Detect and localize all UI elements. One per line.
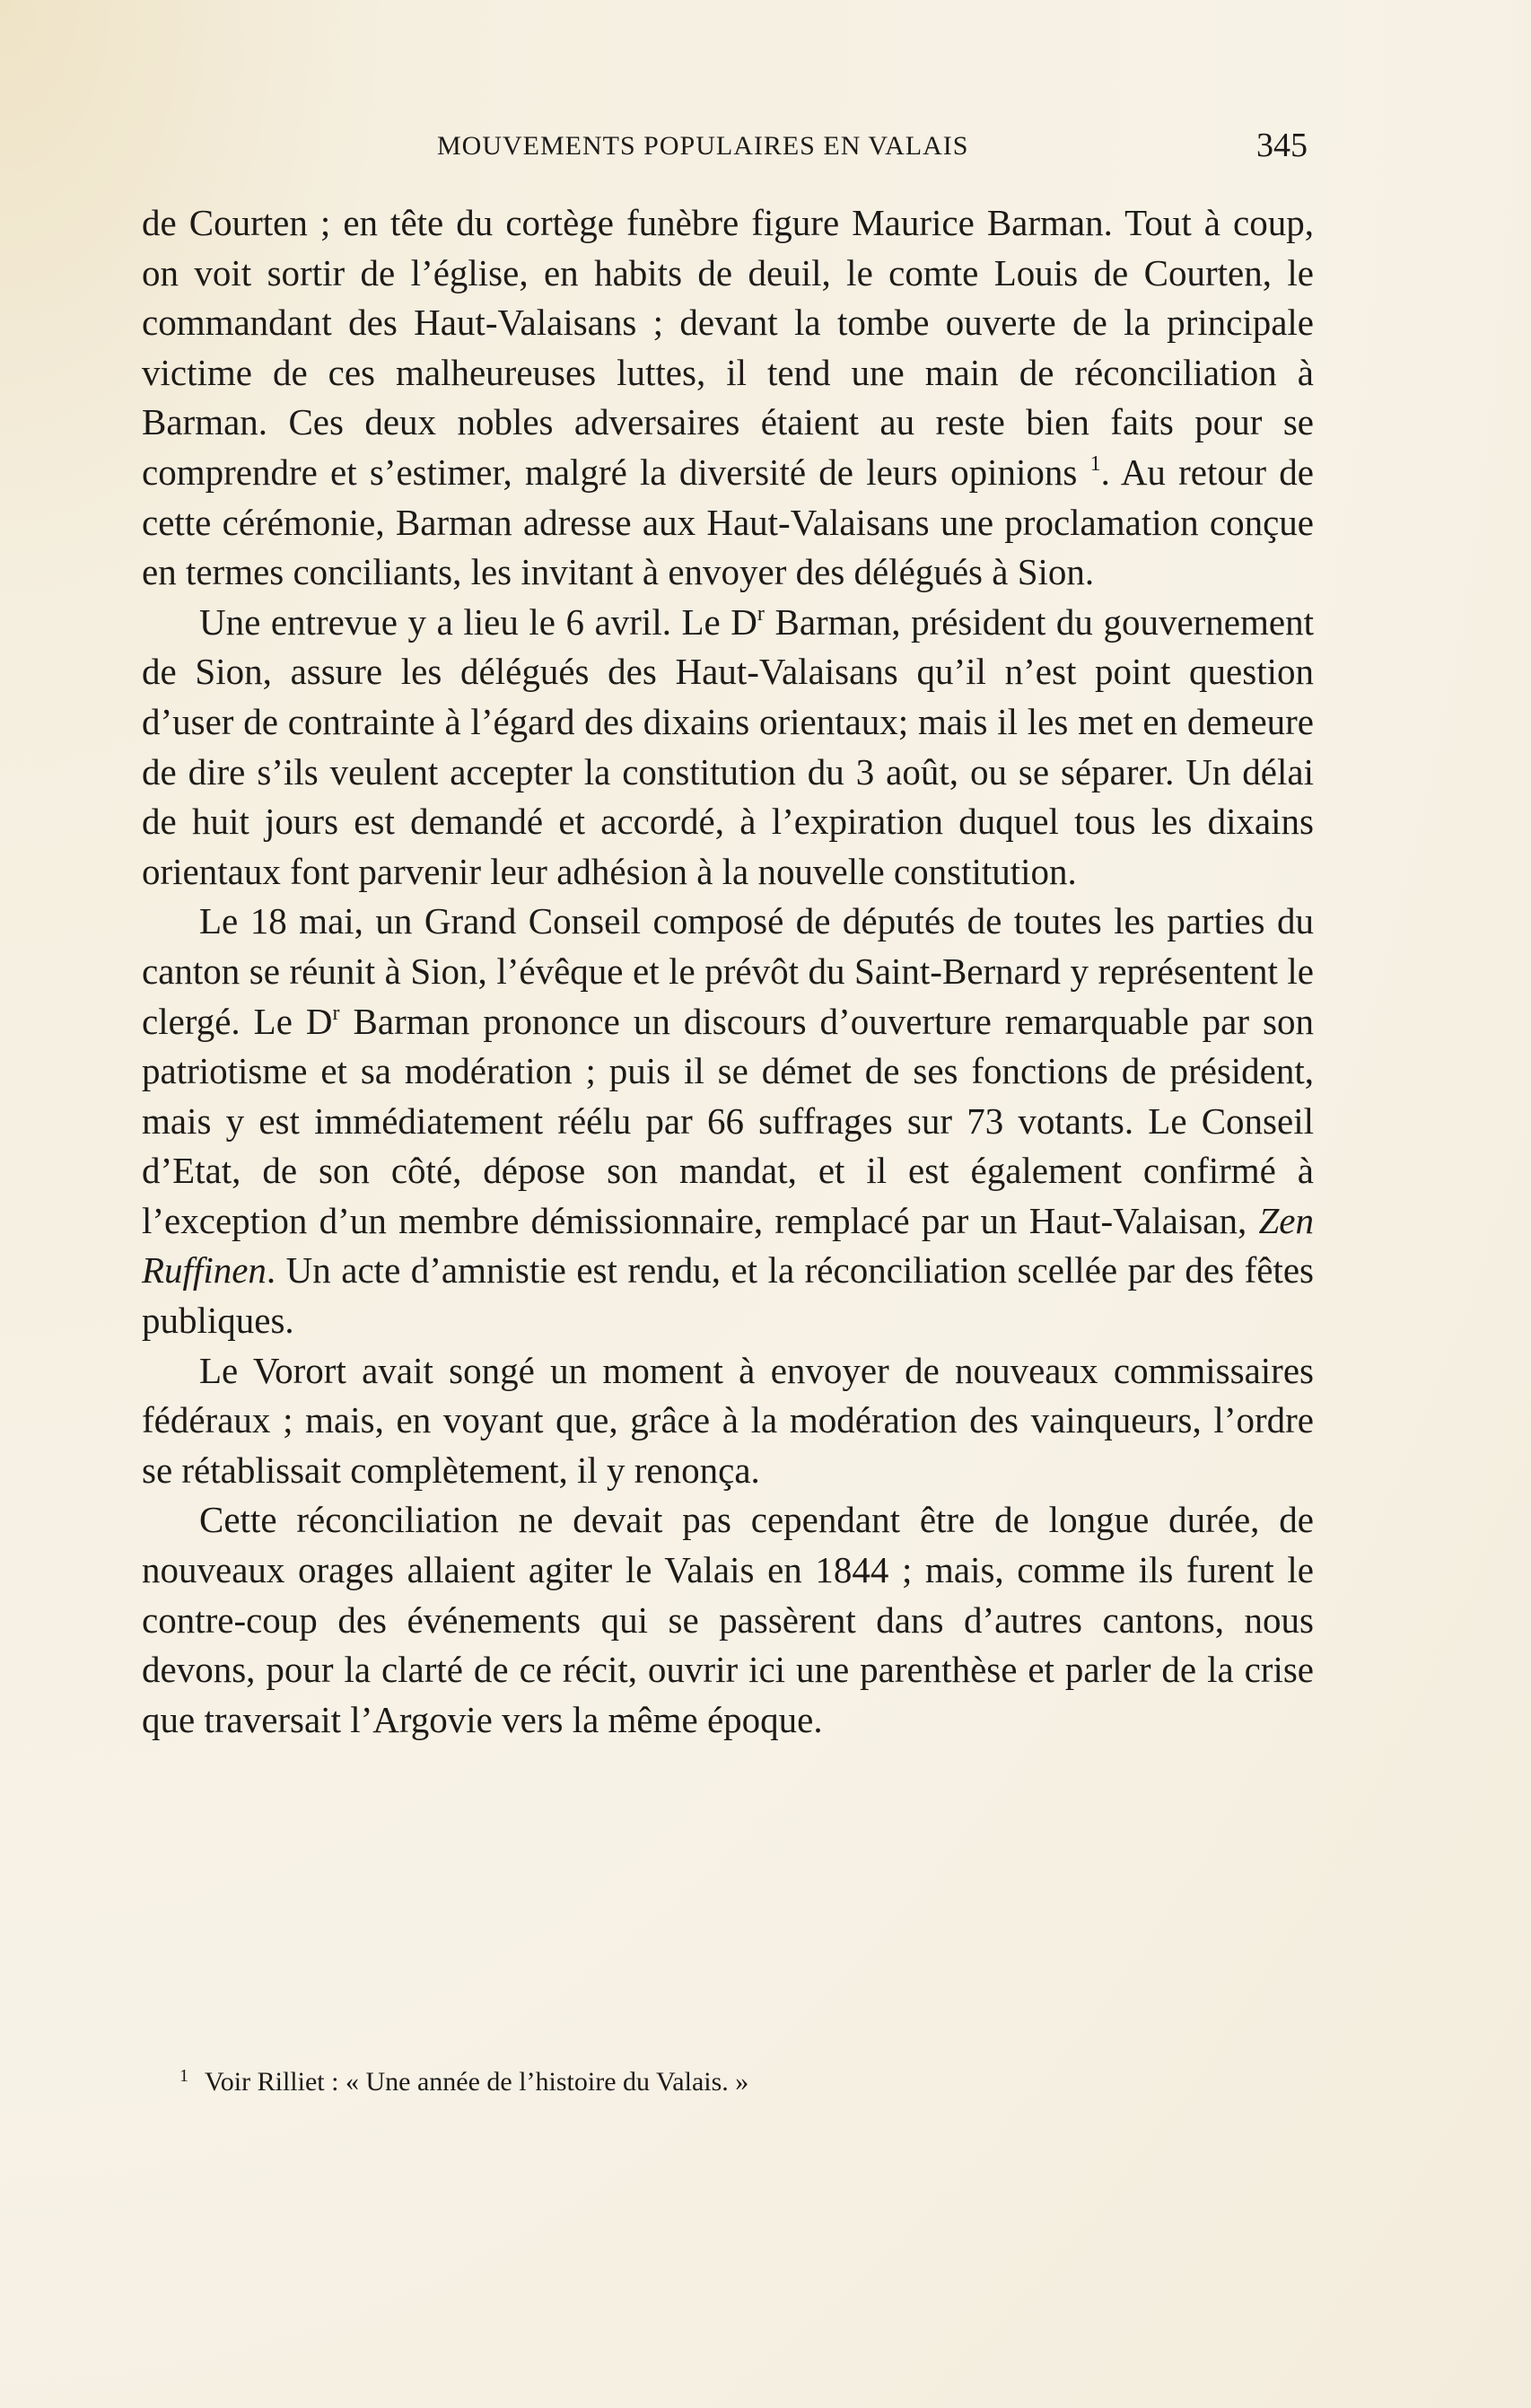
paragraph-1: de Courten ; en tête du cortège funèbre figure Maurice Barman. Tout à coup, on voit sortir de l’église, en habits de deuil, le comte Louis de Courten, le commandant des Haut-Valaisans ; devant la tombe ouverte de la principale victime de ces malheureuses luttes, il tend une main de réconciliation à Barman. Ces deux nobles adversaires étaient au reste bien faits pour se comprendre et s’estimer, malgré la diversité de leurs opinions $^1$. Au retour de cette cérémonie, Barman adresse aux Haut-Valaisans une proclamation conçue en termes conciliants, les invitant à envoyer des délégués à Sion. [142,202,1314,593]
paragraph-3: Le 18 mai, un Grand Conseil composé de députés de toutes les parties du canton se réunit à Sion, l’évêque et le prévôt du Saint-Bernard y représentent le clergé. Le $D^r$ Barman prononce un discours d’ouverture remarquable par son patriotisme et sa modération ; puis il se démet de ses fonctions de président, mais y est immédiatement réélu par 66 suffrages sur 73 votants. Le Conseil d’Etat, de son côté, dépose son mandat, et il est également confirmé à l’exception d’un membre démissionnaire, remplacé par un Haut-Valaisan, Zen Ruffinen. Un acte d’amnistie est rendu, et la réconciliation scellée par des fêtes publiques. [142,900,1314,1342]
running-head [437,127,1308,172]
paragraph-2: Une entrevue y a lieu le 6 avril. Le $D^r$ Barman, président du gouvernement de Sion, assure les délégués des Haut-Valaisans qu’il n’est point question d’user de contrainte à l’égard des dixains orientaux; mais il les met en demeure de dire s’ils veulent accepter la constitution du 3 août, ou se séparer. Un délai de huit jours est demandé et accordé, à l’expiration duquel tous les dixains orientaux font parvenir leur adhésion à la nouvelle constitution. [142,600,1314,892]
footnote [179,2066,1256,2097]
footnote-text: Voir Rilliet : « Une année de l’histoire du Valais. » [205,2067,749,2097]
paragraph-5: Cette réconciliation ne devait pas cependant être de longue durée, de nouveaux orages allaient agiter le Valais en 1844 ; mais, comme ils furent le contre-coup des événements qui se passèrent dans d’autres cantons, nous devons, pour la clarté de ce récit, ouvrir ici une parenthèse et parler de la crise que traversait l’Argovie vers la même époque. [142,1499,1314,1740]
paragraph-4: Le Vorort avait songé un moment à envoyer de nouveaux commissaires fédéraux ; mais, en voyant que, grâce à la modération des vainqueurs, l’ordre se rétablissait complètement, il y renonça. [142,1349,1314,1491]
italic-name: Zen Ruffinen [142,1199,1314,1292]
page-number: 345 [1256,127,1308,164]
running-title: MOUVEMENTS POPULAIRES EN VALAIS [437,131,969,161]
superscript-r: r [332,1001,340,1025]
footnote-reference: 1 [1089,451,1101,476]
body-text [142,198,1314,1745]
superscript-r: r [757,601,765,626]
footnote-mark: 1 [179,2066,188,2086]
